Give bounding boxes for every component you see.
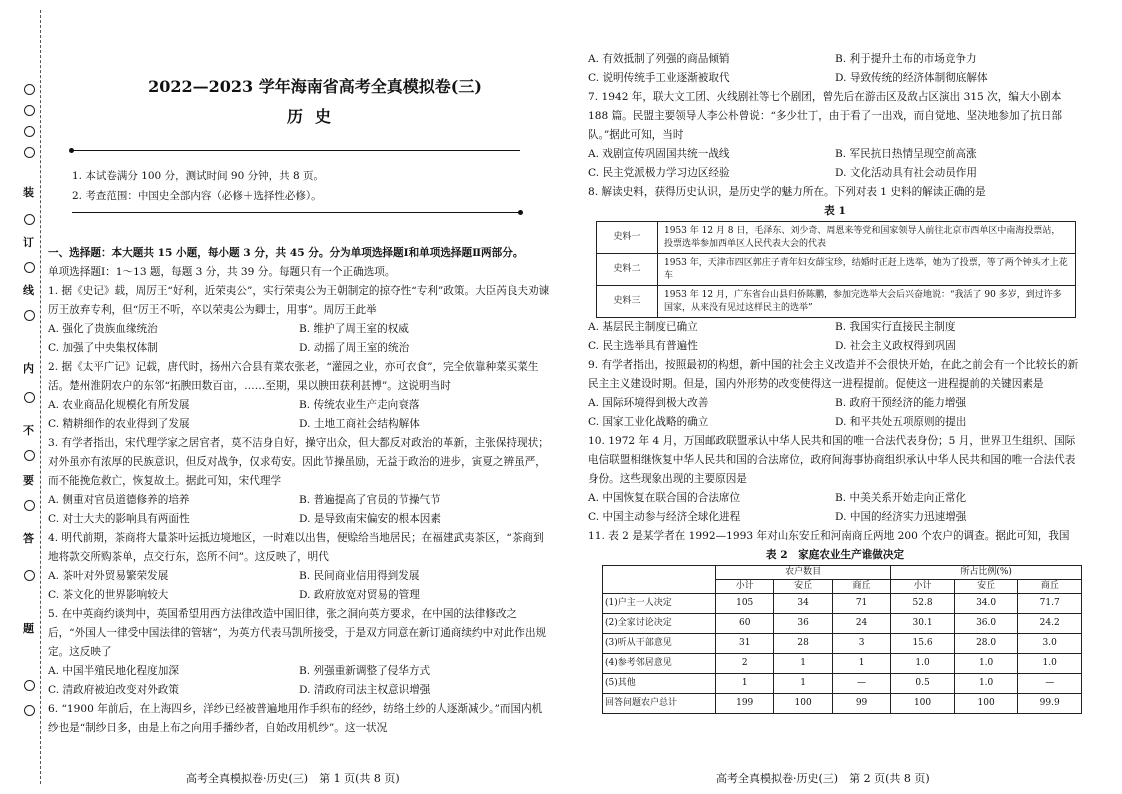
gutter-char: 内 xyxy=(23,362,34,375)
notice-line: 1. 本试卷满分 100 分，测试时间 90 分钟，共 8 页。 xyxy=(72,170,324,182)
table-row xyxy=(603,594,1082,614)
option[interactable]: A. 中国半殖民地化程度加深 xyxy=(48,665,179,677)
table-cell: 100 xyxy=(891,694,955,714)
gutter-char: 线 xyxy=(23,284,34,297)
section-heading: 一、选择题：本大题共 15 小题，每小题 3 分，共 45 分。分为单项选择题Ⅰ和单项选择题Ⅱ两部分。 xyxy=(48,247,524,259)
option[interactable]: C. 对士大夫的影响具有两面性 xyxy=(48,513,190,525)
table-cell: 史料三 xyxy=(597,286,658,318)
binding-hole xyxy=(24,126,35,137)
question-4: 4. 明代前期，茶商将大量茶叶运抵边境地区，一时难以出售，便赊给当地居民；在福建武夷茶区，“茶商到地将款交所购茶单，点交行东，恣所不问”。这反映了，明代 xyxy=(48,532,544,563)
binding-holes-top xyxy=(24,84,35,158)
option[interactable]: A. 中国恢复在联合国的合法席位 xyxy=(588,492,741,504)
table-cell: 100 xyxy=(954,694,1018,714)
page-footer-left: 高考全真模拟卷·历史(三) 第 1 页(共 8 页) xyxy=(186,772,400,785)
table-header-cell: 小计 xyxy=(891,580,955,594)
divider-dot xyxy=(518,210,523,215)
gutter-char: 装 xyxy=(23,186,34,199)
table-cell: 1.0 xyxy=(954,654,1018,674)
table-cell: 199 xyxy=(716,694,774,714)
option[interactable]: C. 茶文化的世界影响较大 xyxy=(48,589,169,601)
page-footer-right: 高考全真模拟卷·历史(三) 第 2 页(共 8 页) xyxy=(716,772,930,785)
table-header-row xyxy=(603,566,1082,580)
table-header-cell xyxy=(603,566,716,594)
divider-dot xyxy=(69,148,74,153)
table-cell: 1 xyxy=(774,654,832,674)
binding-hole xyxy=(24,705,35,716)
question-3: 3. 有学者指出，宋代理学家之居官者，莫不洁身自好，操守出众，但大都反对政治的革新，主张保持现状；对外虽亦有浓厚的民族意识，但反对战争，仅求苟安。因此节操虽励，无益于政治的进步，寅夏之辨虽严，而不能挽危救亡，恢复故土。据此可知，宋代理学 xyxy=(48,437,549,487)
table-cell: 2 xyxy=(716,654,774,674)
option[interactable]: D. 清政府司法主权意识增强 xyxy=(299,684,431,696)
question-10: 10. 1972 年 4 月，万国邮政联盟承认中华人民共和国的唯一合法代表身份；5 月，世界卫生组织、国际电信联盟相继恢复中华人民共和国的合法席位，政府间海事协商组织承认中华人民共和国的唯一合法代表身份。这些现象出现的主要原因是 xyxy=(588,435,1076,485)
option[interactable]: C. 说明传统手工业逐渐被取代 xyxy=(588,72,730,84)
option[interactable]: B. 我国实行直接民主制度 xyxy=(835,321,956,333)
table-cell: 1.0 xyxy=(954,674,1018,694)
gutter-char: 订 xyxy=(23,236,34,249)
table-cell: — xyxy=(1018,674,1082,694)
table-cell: 105 xyxy=(716,594,774,614)
table-header-cell: 商丘 xyxy=(1018,580,1082,594)
binding-hole xyxy=(24,214,35,225)
table-cell: 30.1 xyxy=(891,614,955,634)
notice-box xyxy=(72,150,520,214)
option[interactable]: A. 茶叶对外贸易繁荣发展 xyxy=(48,570,169,582)
question-2: 2. 据《太平广记》记载，唐代时，扬州六合县有菜农张老，“灌园之业，亦可衣食”，完全依靠种菜买菜生活。楚州淮阴农户的东邻“拓腴田数百亩，……至期，果以腴田获利甚博”。这说明当时 xyxy=(48,361,539,392)
question-8-options xyxy=(588,318,1082,356)
table-cell: 3 xyxy=(832,634,890,654)
binding-hole xyxy=(24,500,35,511)
table-cell: 史料二 xyxy=(597,254,658,286)
table-cell: 34 xyxy=(774,594,832,614)
table-cell: 28.0 xyxy=(954,634,1018,654)
table-cell: 1953 年 12 月，广东省台山县归侨陈鹏，参加完选举大会后兴奋地说：“我活了 90 多岁，到过许多国家，从来没有见过这样民主的选举” xyxy=(658,286,1076,318)
binding-hole xyxy=(24,262,35,273)
table-cell: 28 xyxy=(774,634,832,654)
table-cell: 100 xyxy=(774,694,832,714)
option[interactable]: B. 民间商业信用得到发展 xyxy=(299,570,420,582)
notice-line: 2. 考查范围：中国史全部内容（必修＋选择性必修）。 xyxy=(72,190,322,202)
question-4-options xyxy=(48,567,550,605)
table-cell: 回答问题农户总计 xyxy=(603,694,716,714)
table-row xyxy=(597,254,1076,286)
table-cell: 36.0 xyxy=(954,614,1018,634)
table-header-cell: 小计 xyxy=(716,580,774,594)
question-11: 11. 表 2 是某学者在 1992—1993 年对山东安丘和河南商丘两地 200 个农户的调查。据此可知，我国 xyxy=(588,530,1070,542)
option[interactable]: C. 精耕细作的农业得到了发展 xyxy=(48,418,190,430)
table-header-cell: 商丘 xyxy=(832,580,890,594)
option[interactable]: C. 国家工业化战略的确立 xyxy=(588,416,709,428)
table-cell: 71 xyxy=(832,594,890,614)
option[interactable]: B. 军民抗日热情呈现空前高涨 xyxy=(835,148,977,160)
table-cell: 31 xyxy=(716,634,774,654)
option[interactable]: D. 社会主义政权得到巩固 xyxy=(835,340,956,352)
option[interactable]: D. 动摇了周王室的统治 xyxy=(299,342,410,354)
table-row xyxy=(603,694,1082,714)
table-row xyxy=(603,674,1082,694)
question-6: 6. “1900 年前后，在上海四乡，洋纱已经被普遍地用作手织布的经纱，纺络土纱的人逐渐减少。”而国内机纱也是“制纱日多，由是上布之向用手播纱者，自始改用机纱”。这一状况 xyxy=(48,703,543,734)
table-cell: 1 xyxy=(774,674,832,694)
table-cell: 99.9 xyxy=(1018,694,1082,714)
question-9-options xyxy=(588,394,1082,432)
option[interactable]: B. 传统农业生产走向衰落 xyxy=(299,399,420,411)
question-1-options xyxy=(48,320,550,358)
option[interactable]: B. 维护了周王室的权威 xyxy=(299,323,409,335)
option[interactable]: A. 有效抵制了列强的商品倾销 xyxy=(588,53,730,65)
question-3-options xyxy=(48,491,550,529)
question-2-options xyxy=(48,396,550,434)
question-9: 9. 有学者指出，按照最初的构想，新中国的社会主义改造并不会很快开始，在此之前会有一个比较长的新民主主义建设时期。但是，国内外形势的改变使得这一进程提前。促使这一进程提前的关键因素是 xyxy=(588,359,1079,390)
option[interactable]: D. 政府放宽对贸易的管理 xyxy=(299,589,420,601)
table-cell: 1 xyxy=(716,674,774,694)
divider xyxy=(72,150,520,151)
option[interactable]: A. 侧重对官员道德修养的培养 xyxy=(48,494,190,506)
left-column xyxy=(48,244,550,738)
table-2 xyxy=(602,565,1082,714)
binding-hole xyxy=(24,147,35,158)
option[interactable]: C. 加强了中央集权体制 xyxy=(48,342,158,354)
table-cell: 24 xyxy=(832,614,890,634)
option[interactable]: C. 中国主动参与经济全球化进程 xyxy=(588,511,741,523)
question-7-options xyxy=(588,145,1082,183)
question-5-options xyxy=(48,662,550,700)
table-cell: 1953 年，天津市四区郭庄子青年妇女薛宝珍，结婚时正赶上选举，她为了投票，等了两个钟头才上花车 xyxy=(658,254,1076,286)
table-cell: 1953 年 12 月 8 日，毛泽东、刘少奇、周恩来等党和国家领导人前往北京市西单区中南海投票站，投票选举参加西单区人民代表大会的代表 xyxy=(658,222,1076,254)
table-cell: 34.0 xyxy=(954,594,1018,614)
option[interactable]: B. 利于提升土布的市场竞争力 xyxy=(835,53,977,65)
table-cell: 1.0 xyxy=(1018,654,1082,674)
option[interactable]: D. 文化活动具有社会动员作用 xyxy=(835,167,977,179)
option[interactable]: C. 民主党派极力学习边区经验 xyxy=(588,167,730,179)
option[interactable]: D. 中国的经济实力迅速增强 xyxy=(835,511,967,523)
binding-gutter xyxy=(0,0,44,794)
binding-hole xyxy=(24,680,35,691)
table-1 xyxy=(596,221,1076,318)
binding-hole xyxy=(24,105,35,116)
option[interactable]: B. 中美关系开始走向正常化 xyxy=(835,492,967,504)
table-cell: 52.8 xyxy=(891,594,955,614)
option[interactable]: B. 普遍提高了官员的节操气节 xyxy=(299,494,441,506)
binding-hole xyxy=(24,310,35,321)
option[interactable]: A. 农业商品化规模化有所发展 xyxy=(48,399,190,411)
table-cell: 71.7 xyxy=(1018,594,1082,614)
divider xyxy=(72,212,520,213)
gutter-char: 答 xyxy=(23,532,34,545)
gutter-char: 题 xyxy=(23,622,34,635)
table-cell: 24.2 xyxy=(1018,614,1082,634)
table-cell: 0.5 xyxy=(891,674,955,694)
option[interactable]: A. 国际环境得到极大改善 xyxy=(588,397,709,409)
option[interactable]: A. 戏剧宣传巩固国共统一战线 xyxy=(588,148,730,160)
table-cell: 60 xyxy=(716,614,774,634)
table-header-cell: 安丘 xyxy=(774,580,832,594)
question-10-options xyxy=(588,489,1082,527)
table-row xyxy=(597,222,1076,254)
binding-hole xyxy=(24,570,35,581)
question-6-options xyxy=(588,50,1082,88)
table-cell: 36 xyxy=(774,614,832,634)
option[interactable]: A. 强化了贵族血缘统治 xyxy=(48,323,158,335)
table-header-cell: 农户数目 xyxy=(716,566,891,580)
question-8: 8. 解读史料，获得历史认识，是历史学的魅力所在。下列对表 1 史料的解读正确的是 xyxy=(588,186,986,198)
table-cell: (1)户主一人决定 xyxy=(603,594,716,614)
option[interactable]: D. 是导致南宋偏安的根本因素 xyxy=(299,513,441,525)
gutter-char: 不 xyxy=(23,424,34,437)
table-1-title: 表 1 xyxy=(824,205,846,217)
option[interactable]: B. 列强重新调整了侵华方式 xyxy=(299,665,431,677)
binding-hole xyxy=(24,450,35,461)
right-column xyxy=(588,50,1082,714)
exam-title: 2022—2023 学年海南省高考全真模拟卷(三) xyxy=(148,77,482,96)
table-cell: (4)参考邻居意见 xyxy=(603,654,716,674)
table-row xyxy=(603,654,1082,674)
table-cell: (5)其他 xyxy=(603,674,716,694)
table-cell: 史料一 xyxy=(597,222,658,254)
table-cell: 99 xyxy=(832,694,890,714)
option[interactable]: C. 清政府被迫改变对外政策 xyxy=(48,684,179,696)
table-header-cell: 安丘 xyxy=(954,580,1018,594)
question-5: 5. 在中英商约谈判中，英国希望用西方法律改造中国旧律，张之洞向英方要求，在中国的法律修改之后，“外国人一律受中国法律的管辖”，为英方代表马凯所接受，于是双方同意在新订通商续约中对此作出规定。这反映了 xyxy=(48,608,547,658)
option[interactable]: A. 基层民主制度已确立 xyxy=(588,321,698,333)
table-cell: 1.0 xyxy=(891,654,955,674)
binding-hole xyxy=(24,84,35,95)
gutter-char: 要 xyxy=(23,474,34,487)
section-subheading: 单项选择题Ⅰ：1～13 题，每题 3 分，共 39 分。每题只有一个正确选项。 xyxy=(48,266,396,278)
table-2-title: 表 2 家庭农业生产谁做决定 xyxy=(765,549,905,561)
exam-subject: 历史 xyxy=(286,107,343,126)
option[interactable]: B. 政府干预经济的能力增强 xyxy=(835,397,967,409)
table-row xyxy=(597,286,1076,318)
table-row xyxy=(603,634,1082,654)
option[interactable]: C. 民主选举具有普遍性 xyxy=(588,340,698,352)
table-cell: (3)听从干部意见 xyxy=(603,634,716,654)
option[interactable]: D. 导致传统的经济体制彻底解体 xyxy=(835,72,988,84)
table-cell: — xyxy=(832,674,890,694)
table-cell: 15.6 xyxy=(891,634,955,654)
table-cell: 1 xyxy=(832,654,890,674)
table-row xyxy=(603,614,1082,634)
cut-line xyxy=(40,10,41,784)
question-1: 1. 据《史记》载，周厉王“好利，近荣夷公”，实行荣夷公为王朝制定的掠夺性“专利”政策。大臣芮良夫劝谏厉王放弃专利，但“厉王不听，卒以荣夷公为卿士，用事”。周厉王此举 xyxy=(48,285,550,316)
option[interactable]: D. 土地工商社会结构解体 xyxy=(299,418,420,430)
table-cell: (2)全家讨论决定 xyxy=(603,614,716,634)
table-cell: 3.0 xyxy=(1018,634,1082,654)
question-7: 7. 1942 年，联大文工团、火线剧社等七个剧团，曾先后在游击区及敌占区演出 315 次，编大小剧本 188 篇。民盟主要领导人李公朴曾说：“多少壮丁，由于看了一出戏，而自觉地、坚决地参加了抗日部队。”据此可知，当时 xyxy=(588,91,1062,141)
binding-hole xyxy=(24,392,35,403)
table-header-cell: 所占比例(%) xyxy=(891,566,1082,580)
option[interactable]: D. 和平共处五项原则的提出 xyxy=(835,416,967,428)
